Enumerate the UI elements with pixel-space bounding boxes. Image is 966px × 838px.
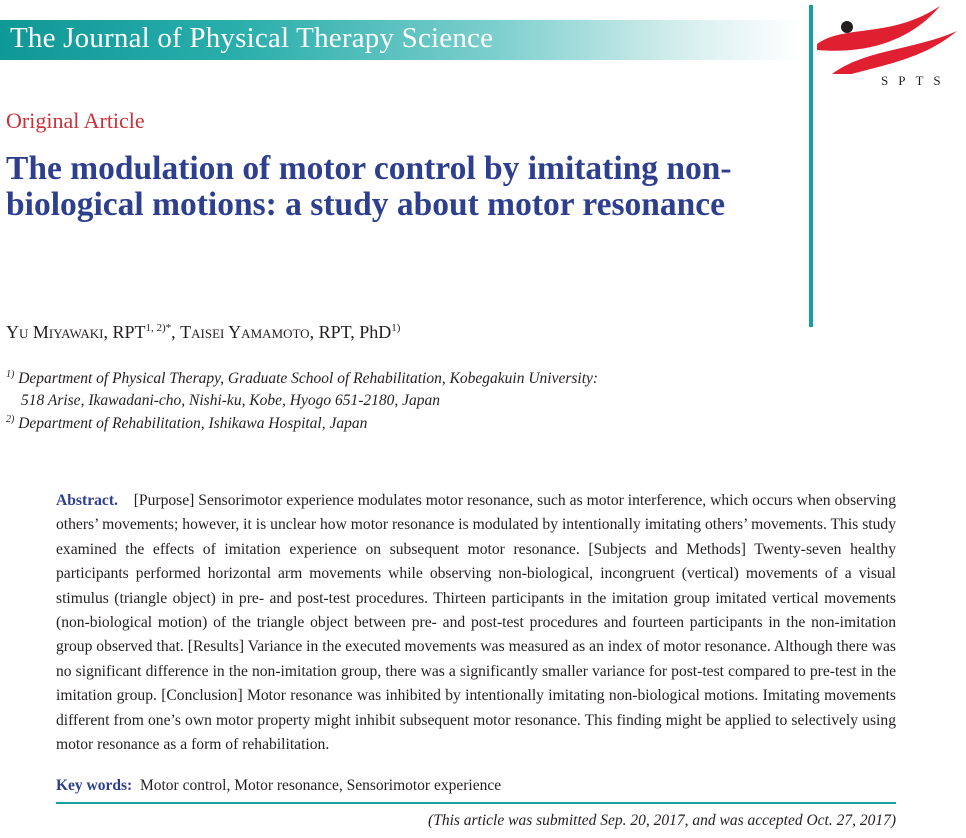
keywords <box>56 777 501 795</box>
affiliation-text: Department of Physical Therapy, Graduate School of Rehabilitation, Kobegakuin University: <box>14 370 599 388</box>
author-name: Taisei Yamamoto <box>180 322 310 342</box>
journal-banner <box>0 20 800 60</box>
spts-logo <box>815 4 965 96</box>
abstract <box>56 489 896 757</box>
affiliation <box>6 414 367 433</box>
author-credentials: , RPT, PhD <box>309 322 392 342</box>
logo-text: SPTS <box>881 73 951 88</box>
section-rule <box>56 802 896 804</box>
keywords-label: Key words: <box>56 777 133 794</box>
journal-title: The Journal of Physical Therapy Science <box>10 22 494 54</box>
abstract-label: Abstract. <box>56 492 118 509</box>
affiliation-address: 518 Arise, Ikawadani-cho, Nishi-ku, Kobe, Hyogo 651-2180, Japan <box>21 392 441 409</box>
affiliation-text: Department of Rehabilitation, Ishikawa Hospital, Japan <box>14 415 368 433</box>
affiliation <box>6 369 598 388</box>
abstract-text: [Purpose] Sensorimotor experience modulates motor resonance, such as motor interference, which occurs when observing others’ movements; however, it is unclear how motor resonance is modulated by intentionally imitating others’ movements. This study examined the effects of imitation experience on subsequent motor resonance. [Subjects and Methods] Twenty-seven healthy participants performed horizontal arm movements while observing non-biological, incongruent (vertical) movements of a visual stimulus (triangle object) in pre- and post-test procedures. Thirteen participants in the imitation group imitated vertical movements (non-biological motion) of the triangle object between pre- and post-test procedures and fourteen participants in the non-imitation group observed that. [Results] Variance in the executed movements was measured as an index of motor resonance. Although there was no significant difference in the non-imitation group, there was a significantly smaller variance for post-test compared to pre-test in the imitation group. [Conclusion] Motor resonance was inhibited by intentionally imitating non-biological motions. Imitating movements different from one’s own motor property might inhibit subsequent motor resonance. This finding might be applied to selectively using motor resonance as a form of rehabilitation. <box>56 492 896 754</box>
author-affiliation-marker: 1, 2)* <box>145 322 172 334</box>
article-title: The modulation of motor control by imitating non-biological motions: a study about motor resonance <box>6 150 732 223</box>
article-type: Original Article <box>6 108 145 133</box>
submission-dates: (This article was submitted Sep. 20, 2017, and was accepted Oct. 27, 2017) <box>428 812 896 829</box>
keywords-text: Motor control, Motor resonance, Sensorimotor experience <box>139 777 502 794</box>
author-list <box>6 322 400 343</box>
author-name: Yu Miyawaki <box>6 322 104 342</box>
affiliation-marker: 2) <box>6 414 15 425</box>
header-divider-line <box>809 5 813 327</box>
spts-logo-icon <box>815 4 965 74</box>
author-credentials: , RPT <box>103 322 146 342</box>
author-affiliation-marker: 1) <box>391 322 401 334</box>
author-separator: , <box>171 322 181 342</box>
affiliation-marker: 1) <box>6 369 15 380</box>
